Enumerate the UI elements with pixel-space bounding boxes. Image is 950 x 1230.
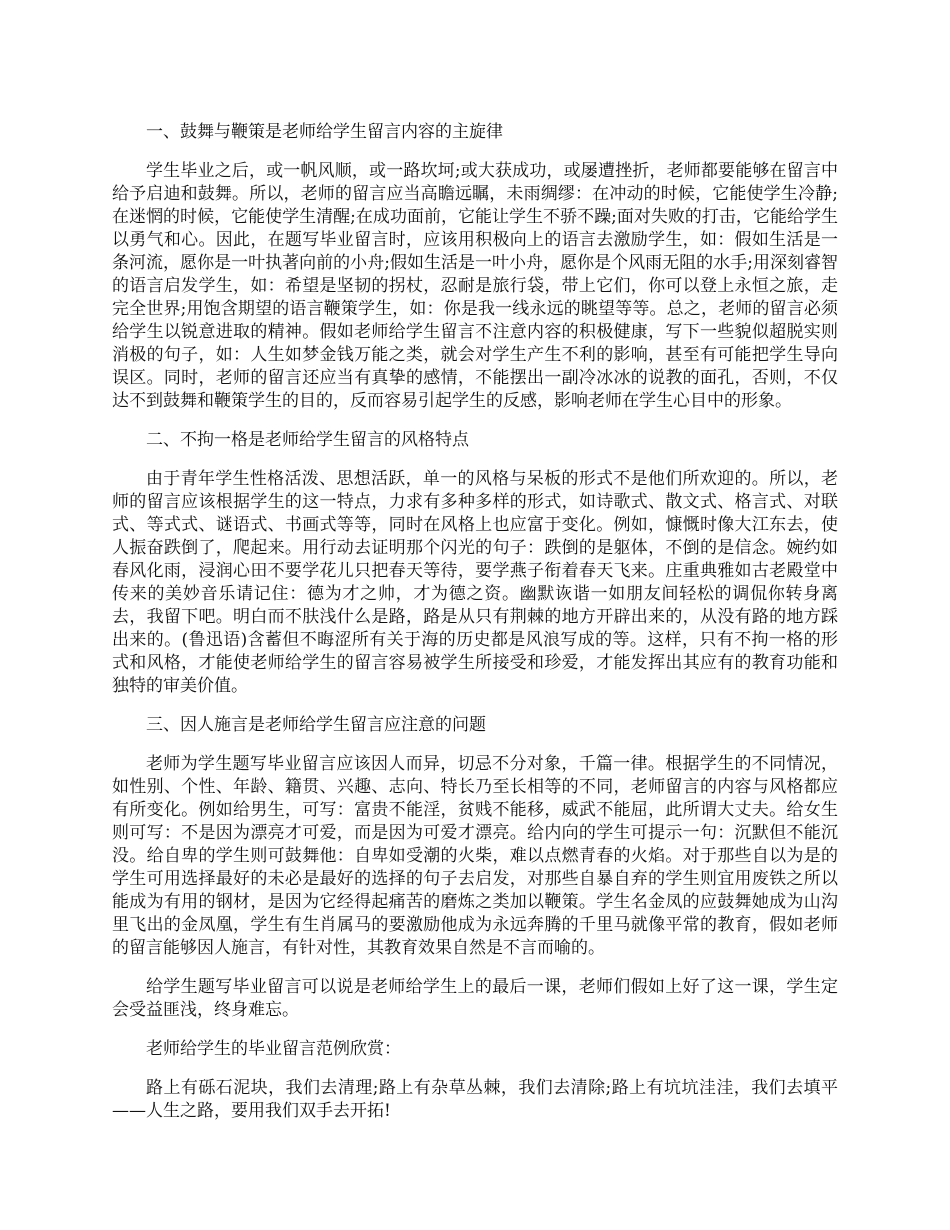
closing-paragraph: 给学生题写毕业留言可以说是老师给学生上的最后一课，老师们假如上好了这一课，学生定会受益匪浅，终身难忘。 — [112, 977, 838, 1020]
section-1-body: 学生毕业之后，或一帆风顺，或一路坎坷;或大获成功，或屡遭挫折，老师都要能够在留言中给予启迪和鼓舞。所以，老师的留言应当高瞻远瞩，未雨绸缪：在冲动的时候，它能使学生冷静;在迷惘的时候，它能使学生清醒;在成功面前，它能让学生不骄不躁;面对失败的打击，它能给学生以勇气和心。因此，在题写毕业留言时，应该用积极向上的语言去激励学生，如：假如生活是一条河流，愿你是一叶执著向前的小舟;假如生活是一叶小舟，愿你是个风雨无阻的水手;用深刻睿智的语言启发学生，如：希望是坚韧的拐杖，忍耐是旅行袋，带上它们，你可以登上永恒之旅，走完全世界;用饱含期望的语言鞭策学生，如：你是我一线永远的眺望等等。总之，老师的留言必须给学生以锐意进取的精神。假如老师给学生留言不注意内容的积极健康，写下一些貌似超脱实则消极的句子，如：人生如梦金钱万能之类，就会对学生产生不利的影响，甚至有可能把学生导向误区。同时，老师的留言还应当有真挚的感情，不能摆出一副冷冰冰的说教的面孔，否则，不仅达不到鼓舞和鞭策学生的目的，反而容易引起学生的反感，影响老师在学生心目中的形象。 — [112, 161, 839, 411]
document-page — [112, 121, 838, 1139]
section-2-body: 由于青年学生性格活泼、思想活跃，单一的风格与呆板的形式不是他们所欢迎的。所以，老师的留言应该根据学生的这一特点，力求有多种多样的形式，如诗歌式、散文式、格言式、对联式、等式式、谜语式、书画式等等，同时在风格上也应富于变化。例如，慷慨时像大江东去，使人振奋跌倒了，爬起来。用行动去证明那个闪光的句子：跌倒的是躯体，不倒的是信念。婉约如春风化雨，浸润心田不要学花儿只把春天等待，要学燕子衔着春天飞来。庄重典雅如古老殿堂中传来的美妙音乐请记住：德为才之帅，才为德之资。幽默诙谐一如朋友间轻松的调侃你转身离去，我留下吧。明白而不肤浅什么是路，路是从只有荆棘的地方开辟出来的，从没有路的地方踩出来的。(鲁迅语)含蓄但不晦涩所有关于海的历史都是风浪写成的等。这样，只有不拘一格的形式和风格，才能使老师给学生的留言容易被学生所接受和珍爱，才能发挥出其应有的教育功能和独特的审美价值。 — [112, 469, 838, 696]
section-3-heading: 三、因人施言是老师给学生留言应注意的问题 — [146, 715, 486, 735]
example-message-1: 路上有砾石泥块，我们去清理;路上有杂草丛棘，我们去清除;路上有坑坑洼洼，我们去填平——人生之路，要用我们双手去开拓! — [112, 1078, 838, 1121]
examples-heading: 老师给学生的毕业留言范例欣赏： — [146, 1039, 401, 1059]
section-1-heading: 一、鼓舞与鞭策是老师给学生留言内容的主旋律 — [146, 122, 503, 142]
section-2-heading: 二、不拘一格是老师给学生留言的风格特点 — [146, 430, 469, 450]
section-3-body: 老师为学生题写毕业留言应该因人而异，切忌不分对象，千篇一律。根据学生的不同情况，如性别、个性、年龄、籍贯、兴趣、志向、特长乃至长相等的不同，老师留言的内容与风格都应有所变化。例如给男生，可写：富贵不能淫，贫贱不能移，威武不能屈，此所谓大丈夫。给女生则可写：不是因为漂亮才可爱，而是因为可爱才漂亮。给内向的学生可提示一句：沉默但不能沉没。给自卑的学生则可鼓舞他：自卑如受潮的火柴，难以点燃青春的火焰。对于那些自以为是的学生可用选择最好的未必是最好的选择的句子去启发，对那些自暴自弃的学生则宜用废铁之所以能成为有用的钢材，是因为它经得起痛苦的磨炼之类加以鞭策。学生名金凤的应鼓舞她成为山沟里飞出的金凤凰，学生有生肖属马的要激励他成为永远奔腾的千里马就像平常的教育，假如老师的留言能够因人施言，有针对性，其教育效果自然是不言而喻的。 — [112, 754, 838, 958]
